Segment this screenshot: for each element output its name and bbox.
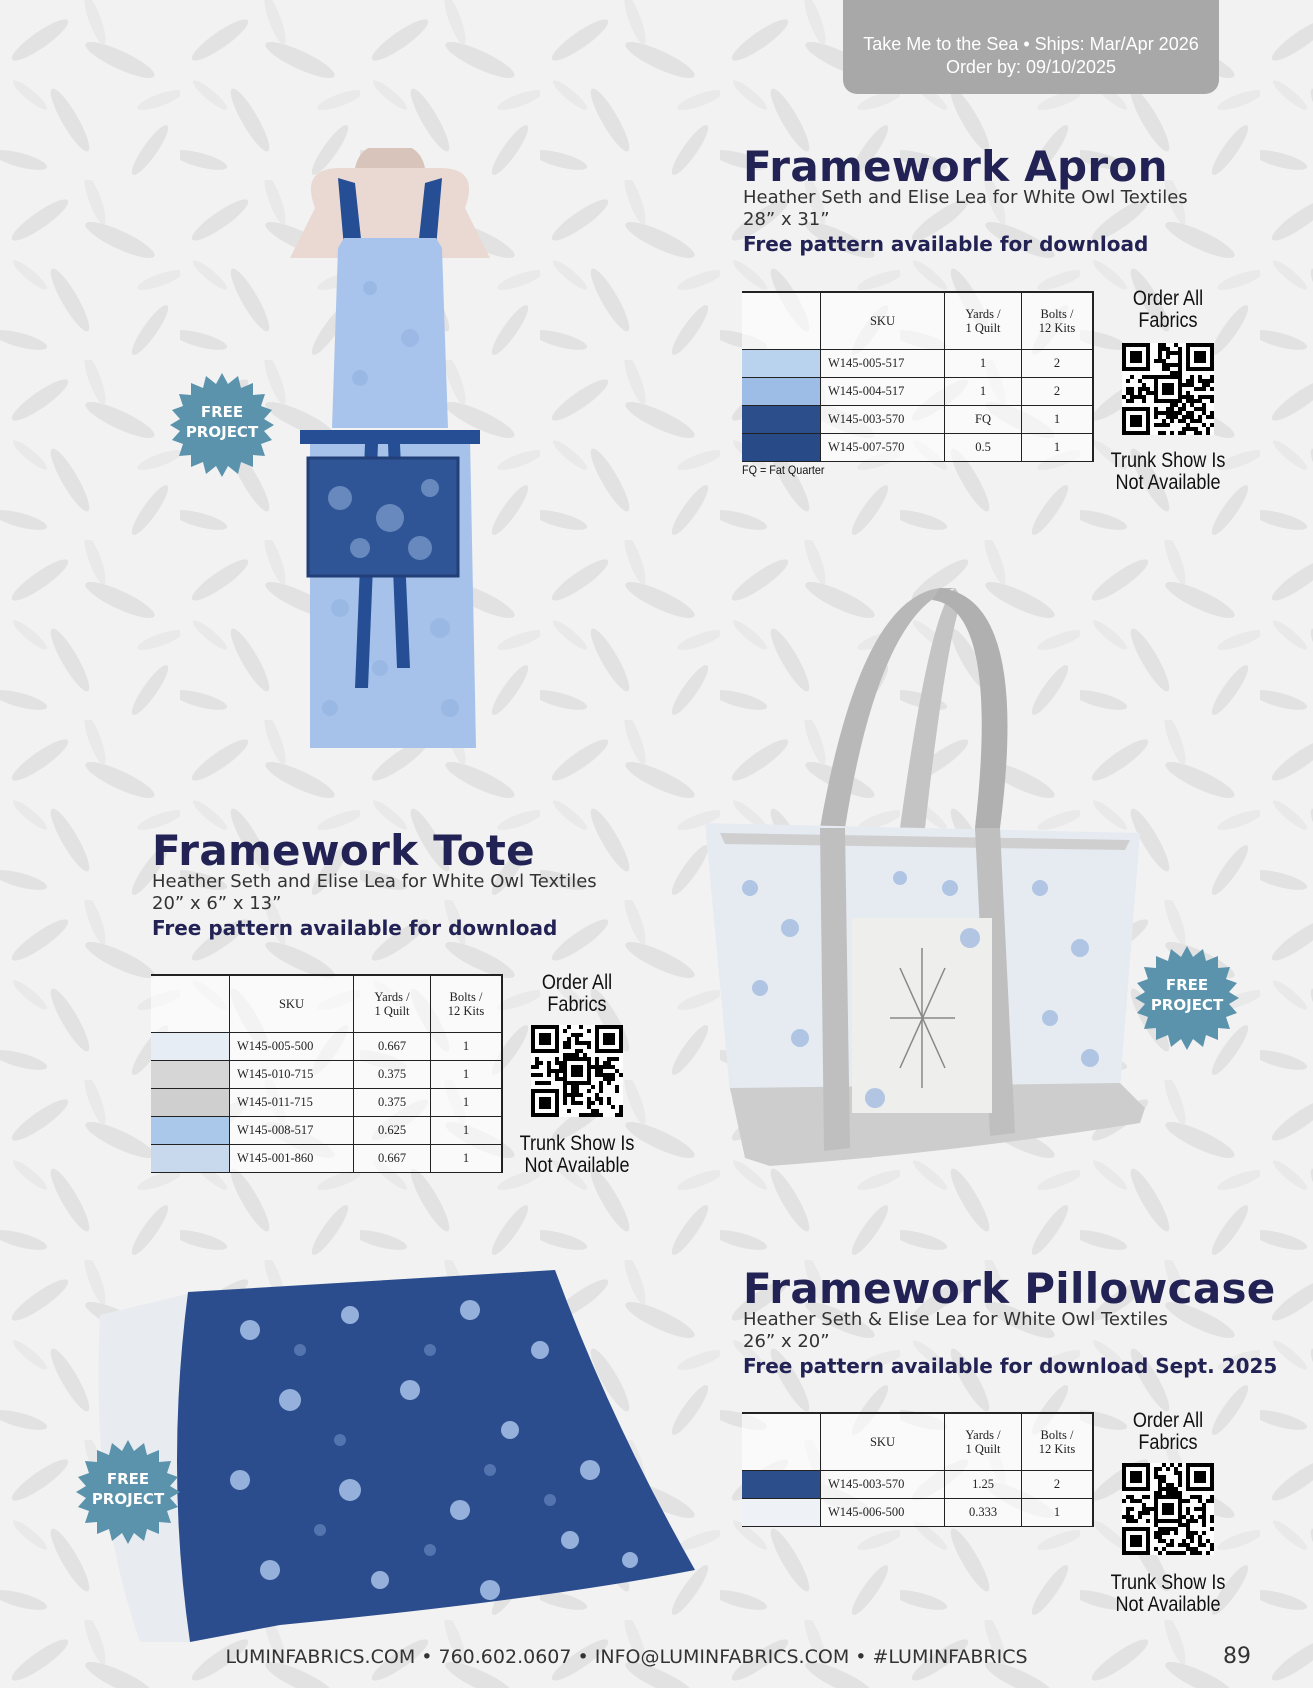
free-project-badge-tote: [1135, 946, 1239, 1050]
bolts-cell: 2: [1022, 350, 1094, 378]
sku-cell: W145-005-500: [230, 1033, 354, 1061]
bolts-cell: 1: [1022, 434, 1094, 462]
bolts-cell: 1: [431, 1145, 503, 1173]
collection-ship-info: Take Me to the Sea • Ships: Mar/Apr 2026: [863, 34, 1199, 54]
page-number: 89: [1223, 1644, 1251, 1669]
pillowcase-title: Framework Pillowcase: [743, 1264, 1276, 1313]
table-row: [151, 1033, 502, 1061]
badge-line-2: PROJECT: [91, 1490, 165, 1508]
order-all-fabrics-label-tote: Order All Fabrics: [541, 971, 613, 1016]
sku-cell: W145-004-517: [821, 378, 945, 406]
bolts-cell: 2: [1022, 378, 1094, 406]
yards-cell: 0.375: [354, 1061, 431, 1089]
pillowcase-sku-table: [742, 1412, 1094, 1527]
bolts-cell: 1: [431, 1061, 503, 1089]
tote-designer: Heather Seth and Elise Lea for White Owl Textiles: [152, 871, 597, 892]
apron-designer: Heather Seth and Elise Lea for White Owl Textiles: [743, 187, 1188, 208]
table-row: [742, 406, 1093, 434]
pillowcase-designer: Heather Seth & Elise Lea for White Owl Textiles: [743, 1309, 1168, 1330]
sku-cell: W145-006-500: [821, 1499, 945, 1527]
free-project-badge-pillowcase: [76, 1440, 180, 1544]
fabric-swatch: [742, 1471, 820, 1498]
fat-quarter-note: FQ = Fat Quarter: [742, 463, 825, 477]
fabric-swatch: [151, 1089, 229, 1116]
footer-contact: LUMINFABRICS.COM • 760.602.0607 • INFO@LUMINFABRICS.COM • #LUMINFABRICS: [225, 1646, 1028, 1668]
badge-line-1: FREE: [200, 403, 244, 421]
order-by-date: Order by: 09/10/2025: [945, 57, 1117, 77]
fabric-swatch: [742, 350, 820, 377]
fabric-swatch: [742, 406, 820, 433]
table-row: [742, 1471, 1093, 1499]
pillowcase-free-pattern: Free pattern available for download Sept. 2025: [743, 1354, 1278, 1378]
tote-free-pattern: Free pattern available for download: [152, 916, 558, 940]
badge-line-1: FREE: [1165, 976, 1209, 994]
table-row: [151, 1117, 502, 1145]
sku-header: SKU: [821, 292, 945, 350]
sku-cell: W145-010-715: [230, 1061, 354, 1089]
yards-cell: 0.333: [945, 1499, 1022, 1527]
apron-image: [260, 148, 520, 752]
yards-header: Yards / 1 Quilt: [945, 292, 1022, 350]
tote-sku-table: [151, 974, 503, 1173]
fabric-swatch: [151, 1061, 229, 1088]
fabric-swatch: [742, 434, 820, 461]
table-row: [151, 1145, 502, 1173]
sku-cell: W145-001-860: [230, 1145, 354, 1173]
sku-cell: W145-011-715: [230, 1089, 354, 1117]
yards-cell: 0.5: [945, 434, 1022, 462]
trunk-show-note-apron: Trunk Show Is Not Available: [1110, 449, 1226, 494]
apron-title: Framework Apron: [743, 142, 1168, 191]
sku-cell: W145-005-517: [821, 350, 945, 378]
bolts-cell: 1: [431, 1089, 503, 1117]
sku-header: SKU: [821, 1413, 945, 1471]
qr-code-icon[interactable]: [1122, 1463, 1214, 1555]
table-row: [742, 1499, 1093, 1527]
fabric-swatch: [151, 1033, 229, 1060]
yards-cell: 1: [945, 378, 1022, 406]
qr-code-icon[interactable]: [1122, 343, 1214, 435]
free-project-badge-apron: [170, 373, 274, 477]
yards-cell: 0.625: [354, 1117, 431, 1145]
table-row: [151, 1061, 502, 1089]
bolts-cell: 1: [431, 1117, 503, 1145]
tote-dimensions: 20” x 6” x 13”: [152, 893, 282, 914]
yards-cell: FQ: [945, 406, 1022, 434]
tote-image: [700, 588, 1146, 1166]
apron-free-pattern: Free pattern available for download: [743, 232, 1149, 256]
sku-cell: W145-007-570: [821, 434, 945, 462]
bolts-cell: 1: [1022, 406, 1094, 434]
sku-cell: W145-003-570: [821, 1471, 945, 1499]
trunk-show-note-tote: Trunk Show Is Not Available: [519, 1132, 635, 1177]
order-all-fabrics-label-apron: Order All Fabrics: [1132, 287, 1204, 332]
badge-line-1: FREE: [106, 1470, 150, 1488]
apron-sku-table: [742, 291, 1094, 462]
tote-title: Framework Tote: [152, 826, 535, 875]
fabric-swatch: [742, 378, 820, 405]
apron-dimensions: 28” x 31”: [743, 209, 830, 230]
sku-header: SKU: [230, 975, 354, 1033]
sku-cell: W145-003-570: [821, 406, 945, 434]
bolts-cell: 2: [1022, 1471, 1094, 1499]
badge-line-2: PROJECT: [185, 423, 259, 441]
bolts-header: Bolts / 12 Kits: [1022, 292, 1094, 350]
fabric-swatch: [151, 1117, 229, 1144]
pillowcase-dimensions: 26” x 20”: [743, 1331, 830, 1352]
bolts-header: Bolts / 12 Kits: [1022, 1413, 1094, 1471]
yards-cell: 0.375: [354, 1089, 431, 1117]
trunk-show-note-pillowcase: Trunk Show Is Not Available: [1110, 1571, 1226, 1616]
sku-cell: W145-008-517: [230, 1117, 354, 1145]
yards-cell: 0.667: [354, 1145, 431, 1173]
bolts-cell: 1: [431, 1033, 503, 1061]
table-row: [151, 1089, 502, 1117]
qr-code-icon[interactable]: [531, 1025, 623, 1117]
fabric-swatch: [742, 1499, 820, 1526]
yards-header: Yards / 1 Quilt: [354, 975, 431, 1033]
order-all-fabrics-label-pillowcase: Order All Fabrics: [1132, 1409, 1204, 1454]
collection-header-tab: [843, 0, 1219, 94]
table-row: [742, 378, 1093, 406]
yards-cell: 1: [945, 350, 1022, 378]
yards-cell: 1.25: [945, 1471, 1022, 1499]
table-row: [742, 350, 1093, 378]
badge-line-2: PROJECT: [1150, 996, 1224, 1014]
pillowcase-image: [90, 1270, 700, 1642]
yards-header: Yards / 1 Quilt: [945, 1413, 1022, 1471]
yards-cell: 0.667: [354, 1033, 431, 1061]
table-row: [742, 434, 1093, 462]
fabric-swatch: [151, 1145, 229, 1172]
bolts-header: Bolts / 12 Kits: [431, 975, 503, 1033]
bolts-cell: 1: [1022, 1499, 1094, 1527]
